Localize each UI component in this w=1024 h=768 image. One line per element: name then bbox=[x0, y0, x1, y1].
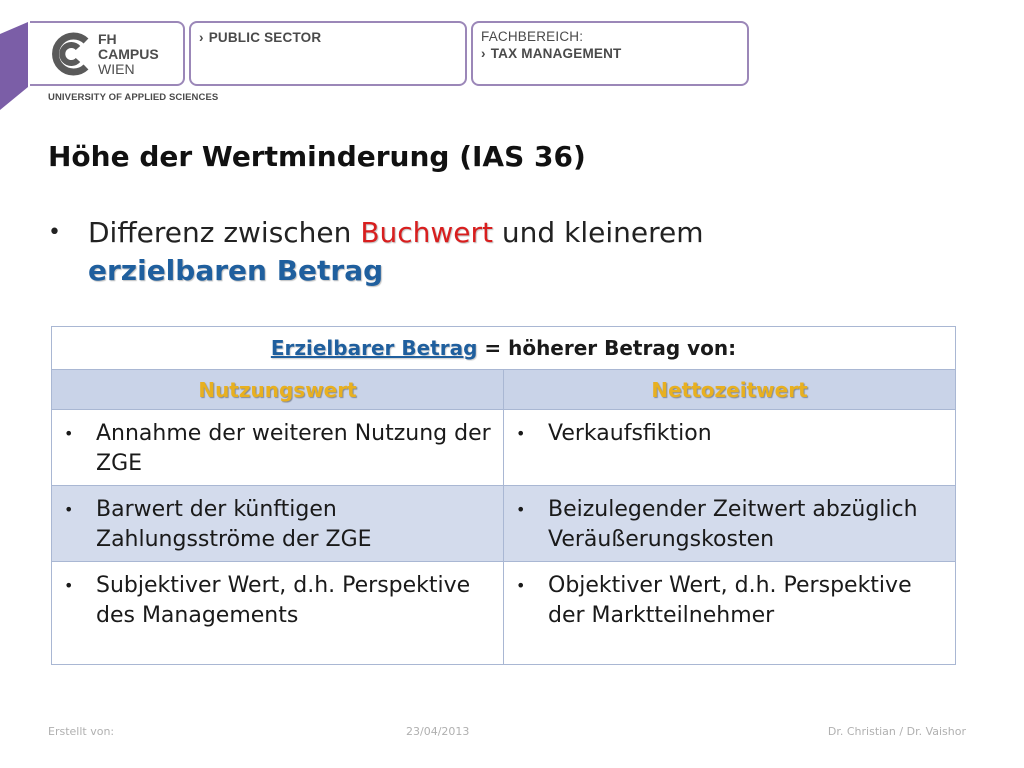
cell-text: Verkaufsfiktion bbox=[548, 421, 712, 446]
fachbereich-label: FACHBEREICH: bbox=[481, 29, 584, 44]
fachbereich-box[interactable] bbox=[471, 21, 749, 86]
column-header-nettozeitwert: Nettozeitwert bbox=[504, 370, 956, 410]
cell-text: Barwert der künftigen Zahlungsströme der ZGE bbox=[96, 497, 372, 552]
purple-accent-bar bbox=[0, 22, 30, 112]
footer-created-by: Erstellt von: bbox=[48, 725, 115, 738]
tax-management-label bbox=[481, 46, 622, 61]
cell-text: Objektiver Wert, d.h. Perspektive der Marktteilnehmer bbox=[548, 573, 912, 628]
bullet-part-2: und kleinerem bbox=[493, 216, 704, 249]
cell-text: Annahme der weiteren Nutzung der ZGE bbox=[96, 421, 491, 476]
table-cell-right bbox=[504, 562, 956, 665]
logo-line-fh: FH bbox=[98, 31, 117, 47]
cell-text: Beizulegender Zeitwert abzüglich Veräußerungskosten bbox=[548, 497, 918, 552]
bullet-text bbox=[88, 214, 948, 290]
footer-date: 23/04/2013 bbox=[406, 725, 470, 738]
table-cell-left bbox=[52, 486, 504, 562]
bullet-dot: • bbox=[64, 500, 74, 519]
public-sector-text: PUBLIC SECTOR bbox=[208, 30, 322, 45]
tax-management-text: TAX MANAGEMENT bbox=[490, 46, 622, 61]
logo-line-wien: WIEN bbox=[98, 61, 135, 77]
bullet-dot: • bbox=[48, 220, 61, 245]
highlight-erzielbaren-betrag: erzielbaren Betrag bbox=[88, 254, 384, 287]
table-cell-left bbox=[52, 562, 504, 665]
table-row bbox=[52, 562, 956, 665]
bullet-dot: • bbox=[64, 576, 74, 595]
bullet-dot: • bbox=[516, 576, 526, 595]
bullet-part-1: Differenz zwischen bbox=[88, 216, 361, 249]
slide-title: Höhe der Wertminderung (IAS 36) bbox=[48, 140, 586, 173]
header-rest: = höherer Betrag von: bbox=[477, 336, 737, 360]
highlight-buchwert: Buchwert bbox=[360, 216, 494, 249]
chevron-right-icon: › bbox=[481, 46, 486, 61]
university-subtitle: UNIVERSITY OF APPLIED SCIENCES bbox=[48, 92, 219, 103]
table-cell-right bbox=[504, 410, 956, 486]
header-erzielbarer-betrag: Erzielbarer Betrag bbox=[270, 336, 478, 360]
table-header-cell bbox=[52, 327, 956, 370]
table-row bbox=[52, 410, 956, 486]
bullet-dot: • bbox=[64, 424, 74, 443]
public-sector-box[interactable] bbox=[189, 21, 467, 86]
bullet-dot: • bbox=[516, 424, 526, 443]
table-row bbox=[52, 486, 956, 562]
column-header-row bbox=[52, 370, 956, 410]
table-cell-right bbox=[504, 486, 956, 562]
chevron-right-icon: › bbox=[199, 30, 204, 45]
table-header-row bbox=[52, 327, 956, 370]
logo-line-campus: CAMPUS bbox=[98, 46, 159, 62]
logo-box[interactable] bbox=[30, 21, 185, 86]
column-header-nutzungswert: Nutzungswert bbox=[52, 370, 504, 410]
logo-text bbox=[98, 32, 159, 77]
bullet-dot: • bbox=[516, 500, 526, 519]
table-cell-left bbox=[52, 410, 504, 486]
fh-campus-logo-icon bbox=[48, 31, 92, 77]
comparison-table bbox=[51, 326, 956, 665]
cell-text: Subjektiver Wert, d.h. Perspektive des Managements bbox=[96, 573, 471, 628]
public-sector-label bbox=[199, 30, 321, 45]
footer-author: Dr. Christian / Dr. Vaishor bbox=[827, 725, 966, 738]
